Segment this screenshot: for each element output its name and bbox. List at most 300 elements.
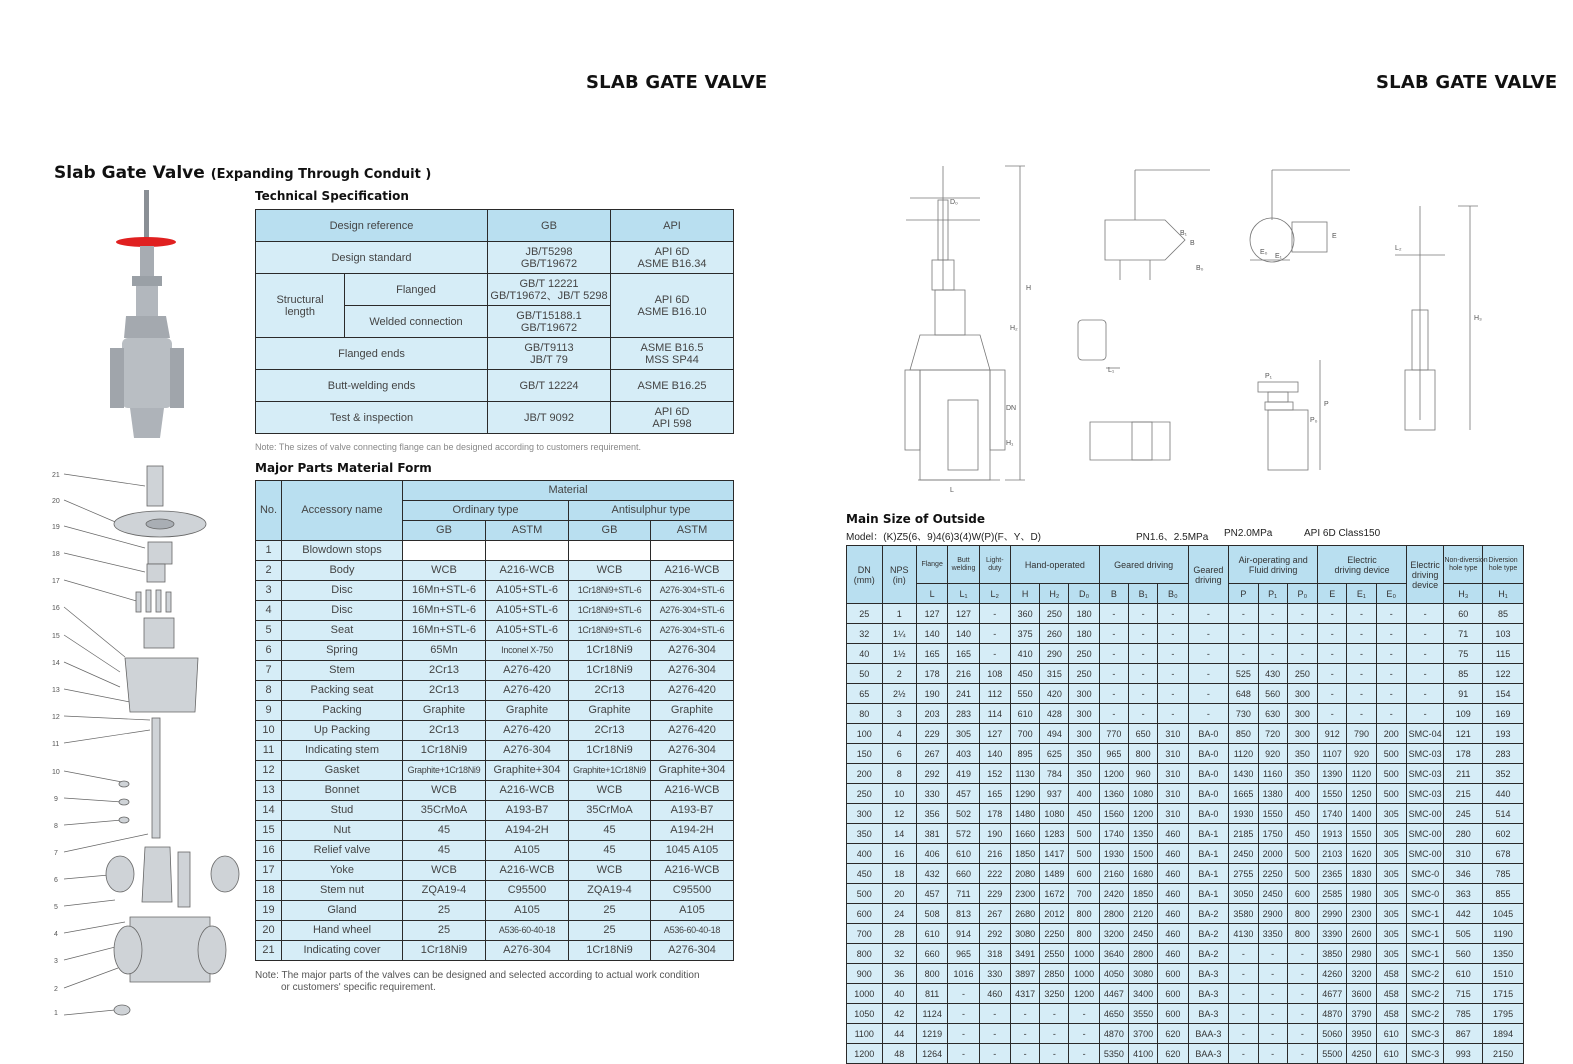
- size-cell: 1930: [1099, 844, 1128, 864]
- size-cell: 2420: [1099, 884, 1128, 904]
- size-cell: 3: [882, 704, 916, 724]
- size-cell: 80: [847, 704, 883, 724]
- materials-cell-antisulphur-gb: ZQA19-4: [569, 881, 651, 901]
- size-cell: 310: [1158, 784, 1188, 804]
- model-code: Model：(K)Z5(6、9)4(6)3(4)W(P)(F、Y、D): [846, 532, 1042, 543]
- materials-cell-antisulphur-astm: A276-304+STL-6: [651, 581, 734, 601]
- size-cell: 250: [1040, 604, 1069, 624]
- materials-cell-name: Indicating cover: [282, 941, 403, 961]
- size-cell: -: [1099, 624, 1128, 644]
- size-cell: 1417: [1040, 844, 1069, 864]
- size-col-sub-l1: L₁: [948, 584, 979, 604]
- spec-heading: Technical Specification: [255, 189, 409, 203]
- exploded-label-15: 15: [52, 633, 60, 640]
- size-cell: 350: [847, 824, 883, 844]
- size-cell: 450: [1010, 664, 1039, 684]
- size-cell: 100: [847, 724, 883, 744]
- table-row: [256, 841, 734, 861]
- size-cell: 1510: [1483, 964, 1524, 984]
- exploded-label-11: 11: [52, 741, 60, 748]
- size-cell: -: [1347, 624, 1376, 644]
- size-cell: 211: [1444, 764, 1483, 784]
- size-cell: 1795: [1483, 1004, 1524, 1024]
- exploded-label-12: 12: [52, 714, 60, 721]
- materials-cell-ordinary-astm: A105: [486, 841, 569, 861]
- size-cell: 109: [1444, 704, 1483, 724]
- spec-flanged-ends-label: Flanged ends: [256, 338, 488, 370]
- materials-cell-antisulphur-astm: [651, 541, 734, 561]
- size-cell: 112: [979, 684, 1010, 704]
- materials-cell-ordinary-gb: 2Cr13: [403, 721, 486, 741]
- materials-cell-antisulphur-gb: WCB: [569, 861, 651, 881]
- size-cell: 115: [1483, 644, 1524, 664]
- size-cell: 2080: [1010, 864, 1039, 884]
- size-cell: 572: [948, 824, 979, 844]
- size-cell: 32: [847, 624, 883, 644]
- size-cell: 103: [1483, 624, 1524, 644]
- size-cell: -: [1406, 684, 1444, 704]
- size-cell: 457: [948, 784, 979, 804]
- materials-cell-ordinary-gb: WCB: [403, 781, 486, 801]
- size-cell: 2755: [1229, 864, 1258, 884]
- size-cell: -: [1258, 604, 1287, 624]
- table-row: [256, 621, 734, 641]
- size-cell: SMC-2: [1406, 1004, 1444, 1024]
- materials-cell-antisulphur-gb: 1Cr18Ni9: [569, 641, 651, 661]
- size-cell: 85: [1444, 664, 1483, 684]
- size-cell: 150: [847, 744, 883, 764]
- size-cell: 305: [1376, 844, 1406, 864]
- size-cell: 3491: [1010, 944, 1039, 964]
- size-cell: 305: [1376, 904, 1406, 924]
- size-cell: 4: [882, 724, 916, 744]
- size-cell: SMC-1: [1406, 944, 1444, 964]
- size-cell: 458: [1376, 984, 1406, 1004]
- size-cell: 610: [1010, 704, 1039, 724]
- size-cell: 610: [916, 924, 947, 944]
- materials-cell-antisulphur-astm: A276-304: [651, 941, 734, 961]
- size-cell: -: [1229, 644, 1258, 664]
- size-cell: -: [1188, 664, 1229, 684]
- size-cell: 1550: [1258, 804, 1287, 824]
- size-col-sub-h: H: [1010, 584, 1039, 604]
- size-cell: 1430: [1229, 764, 1258, 784]
- exploded-label-21: 21: [52, 472, 60, 479]
- size-cell: 660: [948, 864, 979, 884]
- materials-cell-ordinary-astm: A216-WCB: [486, 861, 569, 881]
- size-cell: 1672: [1040, 884, 1069, 904]
- spec-butt-welding-gb: GB/T 12224: [488, 370, 611, 402]
- size-cell: 550: [1010, 684, 1039, 704]
- spec-flanged-ends-gb: GB/T9113 JB/T 79: [488, 338, 611, 370]
- size-cell: 4677: [1318, 984, 1347, 1004]
- size-cell: -: [1040, 1044, 1069, 1064]
- size-cell: 305: [1376, 924, 1406, 944]
- materials-cell-antisulphur-astm: A276-420: [651, 681, 734, 701]
- size-cell: -: [1258, 984, 1287, 1004]
- size-col-sub-e0: E₀: [1376, 584, 1406, 604]
- size-cell: 525: [1229, 664, 1258, 684]
- size-cell: 2250: [1040, 924, 1069, 944]
- size-cell: 222: [979, 864, 1010, 884]
- size-cell: 44: [882, 1024, 916, 1044]
- size-cell: 660: [916, 944, 947, 964]
- size-cell: -: [1229, 1024, 1258, 1044]
- materials-cell-name: Disc: [282, 601, 403, 621]
- size-cell: 912: [1318, 724, 1347, 744]
- size-cell: 460: [979, 984, 1010, 1004]
- size-cell: 1740: [1318, 804, 1347, 824]
- materials-cell-name: Disc: [282, 581, 403, 601]
- size-cell: 1715: [1483, 984, 1524, 1004]
- size-cell: 1200: [1099, 764, 1128, 784]
- materials-cell-name: Spring: [282, 641, 403, 661]
- materials-cell-no: 20: [256, 921, 282, 941]
- size-cell: -: [1287, 1024, 1317, 1044]
- size-cell: 620: [1158, 1024, 1188, 1044]
- dim-e0-label: E₀: [1260, 249, 1268, 256]
- spec-butt-welding-api: ASME B16.25: [611, 370, 734, 402]
- size-cell: 2900: [1258, 904, 1287, 924]
- exploded-label-10: 10: [52, 769, 60, 776]
- size-cell: BA-3: [1188, 1004, 1229, 1024]
- size-cell: 178: [1444, 744, 1483, 764]
- materials-cell-antisulphur-gb: 2Cr13: [569, 721, 651, 741]
- size-cell: 500: [1287, 864, 1317, 884]
- materials-cell-ordinary-gb: ZQA19-4: [403, 881, 486, 901]
- size-cell: -: [979, 604, 1010, 624]
- materials-cell-ordinary-astm: A276-420: [486, 681, 569, 701]
- size-cell: SMC-0: [1406, 884, 1444, 904]
- materials-cell-ordinary-astm: A216-WCB: [486, 781, 569, 801]
- materials-cell-antisulphur-astm: A105: [651, 901, 734, 921]
- size-cell: -: [1010, 1024, 1039, 1044]
- size-cell: 1160: [1258, 764, 1287, 784]
- materials-cell-antisulphur-astm: A276-304+STL-6: [651, 621, 734, 641]
- materials-col-material: Material: [403, 481, 734, 501]
- materials-cell-antisulphur-gb: 1Cr18Ni9: [569, 741, 651, 761]
- size-cell: 800: [847, 944, 883, 964]
- table-row: [256, 781, 734, 801]
- exploded-label-6: 6: [54, 877, 58, 884]
- size-cell: 283: [948, 704, 979, 724]
- materials-cell-no: 7: [256, 661, 282, 681]
- materials-cell-no: 12: [256, 761, 282, 781]
- size-cell: SMC-2: [1406, 964, 1444, 984]
- size-col-flange: Flange: [916, 546, 947, 584]
- size-cell: 458: [1376, 1004, 1406, 1024]
- size-cell: 610: [1376, 1024, 1406, 1044]
- materials-cell-name: Indicating stem: [282, 741, 403, 761]
- size-cell: 1400: [1347, 804, 1376, 824]
- size-cell: 3850: [1318, 944, 1347, 964]
- size-cell: 169: [1483, 704, 1524, 724]
- materials-cell-ordinary-astm: A216-WCB: [486, 561, 569, 581]
- size-cell: 1390: [1318, 764, 1347, 784]
- materials-cell-antisulphur-gb: 45: [569, 821, 651, 841]
- size-cell: 625: [1040, 744, 1069, 764]
- size-cell: 610: [1444, 964, 1483, 984]
- size-cell: 350: [1069, 744, 1099, 764]
- size-cell: 310: [1158, 804, 1188, 824]
- technical-spec-table: [255, 209, 734, 434]
- size-cell: 1080: [1129, 784, 1158, 804]
- materials-cell-no: 6: [256, 641, 282, 661]
- size-col-sub-l: L: [916, 584, 947, 604]
- size-cell: 165: [979, 784, 1010, 804]
- size-cell: 2450: [1129, 924, 1158, 944]
- size-cell: SMC-04: [1406, 724, 1444, 744]
- size-cell: -: [1318, 664, 1347, 684]
- materials-cell-ordinary-gb: 65Mn: [403, 641, 486, 661]
- size-cell: 715: [1444, 984, 1483, 1004]
- materials-col-antisulphur-astm: ASTM: [651, 521, 734, 541]
- materials-cell-antisulphur-gb: [569, 541, 651, 561]
- size-cell: 122: [1483, 664, 1524, 684]
- dim-b0-label: B₀: [1196, 265, 1204, 272]
- materials-cell-ordinary-gb: 1Cr18Ni9: [403, 741, 486, 761]
- size-cell: -: [1258, 1024, 1287, 1044]
- size-cell: 1000: [847, 984, 883, 1004]
- materials-cell-ordinary-gb: WCB: [403, 561, 486, 581]
- size-cell: 267: [979, 904, 1010, 924]
- size-cell: 502: [948, 804, 979, 824]
- materials-cell-name: Gasket: [282, 761, 403, 781]
- size-cell: 914: [948, 924, 979, 944]
- size-col-electric: Electric driving device: [1318, 546, 1407, 584]
- size-cell: BA-2: [1188, 944, 1229, 964]
- materials-cell-antisulphur-gb: Graphite+1Cr18Ni9: [569, 761, 651, 781]
- materials-col-no: No.: [256, 481, 282, 541]
- size-cell: 4317: [1010, 984, 1039, 1004]
- size-cell: 3400: [1129, 984, 1158, 1004]
- materials-col-name: Accessory name: [282, 481, 403, 541]
- size-cell: 140: [948, 624, 979, 644]
- size-cell: -: [1258, 944, 1287, 964]
- spec-design-standard-api: API 6D ASME B16.34: [611, 242, 734, 274]
- size-cell: BA-3: [1188, 964, 1229, 984]
- exploded-label-17: 17: [52, 578, 60, 585]
- size-cell: -: [1287, 944, 1317, 964]
- size-cell: -: [1229, 984, 1258, 1004]
- size-cell: -: [1406, 704, 1444, 724]
- size-cell: -: [979, 1024, 1010, 1044]
- size-cell: 428: [1040, 704, 1069, 724]
- size-cell: 2680: [1010, 904, 1039, 924]
- size-cell: 318: [979, 944, 1010, 964]
- size-cell: -: [1069, 1004, 1099, 1024]
- size-cell: 14: [882, 824, 916, 844]
- size-cell: -: [1258, 624, 1287, 644]
- size-cell: 2160: [1099, 864, 1128, 884]
- size-cell: 1¼: [882, 624, 916, 644]
- size-cell: 1930: [1229, 804, 1258, 824]
- size-cell: 855: [1483, 884, 1524, 904]
- table-row: [847, 664, 1524, 684]
- materials-cell-name: Hand wheel: [282, 921, 403, 941]
- materials-cell-ordinary-gb: 35CrMoA: [403, 801, 486, 821]
- size-cell: SMC-00: [1406, 824, 1444, 844]
- materials-cell-ordinary-gb: 25: [403, 901, 486, 921]
- size-cell: 3350: [1258, 924, 1287, 944]
- size-cell: -: [1099, 604, 1128, 624]
- materials-cell-name: Stem: [282, 661, 403, 681]
- size-cell: 1750: [1258, 824, 1287, 844]
- materials-cell-ordinary-astm: A276-304: [486, 941, 569, 961]
- size-cell: 241: [948, 684, 979, 704]
- table-row: [256, 881, 734, 901]
- document-title: [54, 163, 431, 183]
- size-cell: 3250: [1040, 984, 1069, 1004]
- table-row: [256, 681, 734, 701]
- size-cell: 2450: [1229, 844, 1258, 864]
- size-cell: 42: [882, 1004, 916, 1024]
- materials-cell-antisulphur-gb: 25: [569, 901, 651, 921]
- materials-col-ordinary-gb: GB: [403, 521, 486, 541]
- size-cell: 403: [948, 744, 979, 764]
- size-cell: 1264: [916, 1044, 947, 1064]
- spec-note: Note: The sizes of valve connecting flange can be designed according to customers requirement.: [255, 442, 642, 452]
- size-col-sub-b: B: [1099, 584, 1128, 604]
- page-header-left: SLAB GATE VALVE: [586, 72, 768, 93]
- materials-cell-antisulphur-astm: A276-304: [651, 741, 734, 761]
- size-cell: 292: [979, 924, 1010, 944]
- size-cell: 1283: [1040, 824, 1069, 844]
- size-cell: -: [1318, 704, 1347, 724]
- size-cell: 648: [1229, 684, 1258, 704]
- size-cell: 500: [1376, 764, 1406, 784]
- spec-design-standard-label: Design standard: [256, 242, 488, 274]
- materials-cell-name: Seat: [282, 621, 403, 641]
- materials-cell-ordinary-gb: 45: [403, 841, 486, 861]
- materials-cell-antisulphur-gb: 1Cr18Ni9+STL-6: [569, 601, 651, 621]
- size-cell: 310: [1444, 844, 1483, 864]
- materials-cell-name: Stem nut: [282, 881, 403, 901]
- size-cell: 20: [882, 884, 916, 904]
- size-cell: 3080: [1129, 964, 1158, 984]
- size-col-light: Light- duty: [979, 546, 1010, 584]
- size-cell: 2585: [1318, 884, 1347, 904]
- size-cell: 505: [1444, 924, 1483, 944]
- size-cell: 2000: [1258, 844, 1287, 864]
- size-cell: 3390: [1318, 924, 1347, 944]
- size-cell: 2012: [1040, 904, 1069, 924]
- size-cell: 8: [882, 764, 916, 784]
- size-cell: 1913: [1318, 824, 1347, 844]
- size-cell: 400: [1069, 784, 1099, 804]
- size-cell: 600: [1158, 964, 1188, 984]
- exploded-label-18: 18: [52, 551, 60, 558]
- size-cell: 305: [1376, 864, 1406, 884]
- materials-cell-ordinary-astm: Graphite+304: [486, 761, 569, 781]
- size-cell: 290: [1040, 644, 1069, 664]
- size-cell: 700: [1010, 724, 1039, 744]
- size-cell: 440: [1483, 784, 1524, 804]
- size-cell: -: [1406, 664, 1444, 684]
- size-cell: 1100: [847, 1024, 883, 1044]
- size-cell: 400: [847, 844, 883, 864]
- size-cell: 1½: [882, 644, 916, 664]
- size-cell: -: [979, 1004, 1010, 1024]
- size-cell: -: [948, 1024, 979, 1044]
- size-cell: -: [1376, 684, 1406, 704]
- size-cell: 785: [1483, 864, 1524, 884]
- size-cell: -: [1158, 704, 1188, 724]
- size-col-nondiv: Non-diversion hole type: [1444, 546, 1483, 584]
- size-cell: SMC-00: [1406, 844, 1444, 864]
- size-cell: 450: [1287, 824, 1317, 844]
- size-cell: 1250: [1347, 784, 1376, 804]
- materials-cell-no: 10: [256, 721, 282, 741]
- materials-table: [255, 480, 734, 961]
- size-cell: 1124: [916, 1004, 947, 1024]
- materials-cell-ordinary-astm: A276-420: [486, 721, 569, 741]
- size-cell: SMC-00: [1406, 804, 1444, 824]
- materials-cell-ordinary-astm: A193-B7: [486, 801, 569, 821]
- size-cell: 245: [1444, 804, 1483, 824]
- dim-b-label: B: [1190, 240, 1195, 247]
- pressure-pn16: PN1.6、2.5MPa: [1136, 532, 1209, 543]
- size-cell: 4100: [1129, 1044, 1158, 1064]
- materials-cell-ordinary-gb: WCB: [403, 861, 486, 881]
- size-cell: -: [1069, 1024, 1099, 1044]
- size-cell: 350: [1287, 744, 1317, 764]
- size-cell: 1045: [1483, 904, 1524, 924]
- size-cell: -: [1129, 644, 1158, 664]
- size-cell: 1665: [1229, 784, 1258, 804]
- size-cell: 3580: [1229, 904, 1258, 924]
- size-cell: 216: [948, 664, 979, 684]
- size-cell: 3200: [1099, 924, 1128, 944]
- table-row: [847, 824, 1524, 844]
- spec-test-gb: JB/T 9092: [488, 402, 611, 434]
- size-cell: SMC-03: [1406, 744, 1444, 764]
- size-cell: 71: [1444, 624, 1483, 644]
- size-cell: 40: [882, 984, 916, 1004]
- size-cell: 650: [1129, 724, 1158, 744]
- size-cell: 2150: [1483, 1044, 1524, 1064]
- size-cell: 960: [1129, 764, 1158, 784]
- exploded-label-16: 16: [52, 605, 60, 612]
- size-cell: -: [1376, 704, 1406, 724]
- size-cell: 350: [1287, 764, 1317, 784]
- table-row: [847, 624, 1524, 644]
- size-cell: 920: [1258, 744, 1287, 764]
- materials-cell-antisulphur-astm: A276-304+STL-6: [651, 601, 734, 621]
- size-cell: 1850: [1010, 844, 1039, 864]
- table-row: [256, 901, 734, 921]
- materials-cell-antisulphur-gb: WCB: [569, 561, 651, 581]
- table-row: [847, 684, 1524, 704]
- exploded-label-2: 2: [54, 986, 58, 993]
- size-cell: -: [1347, 604, 1376, 624]
- materials-cell-no: 4: [256, 601, 282, 621]
- size-cell: 300: [847, 804, 883, 824]
- size-cell: 250: [1069, 664, 1099, 684]
- size-cell: 25: [847, 604, 883, 624]
- size-cell: 85: [1483, 604, 1524, 624]
- size-cell: 229: [979, 884, 1010, 904]
- size-cell: BA-0: [1188, 764, 1229, 784]
- size-cell: -: [1376, 664, 1406, 684]
- size-cell: -: [1188, 604, 1229, 624]
- size-cell: BA-1: [1188, 884, 1229, 904]
- size-cell: 1000: [1069, 944, 1099, 964]
- table-row: [256, 661, 734, 681]
- spec-flanged-ends-api: ASME B16.5 MSS SP44: [611, 338, 734, 370]
- size-cell: BAA-3: [1188, 1024, 1229, 1044]
- size-cell: 800: [1287, 904, 1317, 924]
